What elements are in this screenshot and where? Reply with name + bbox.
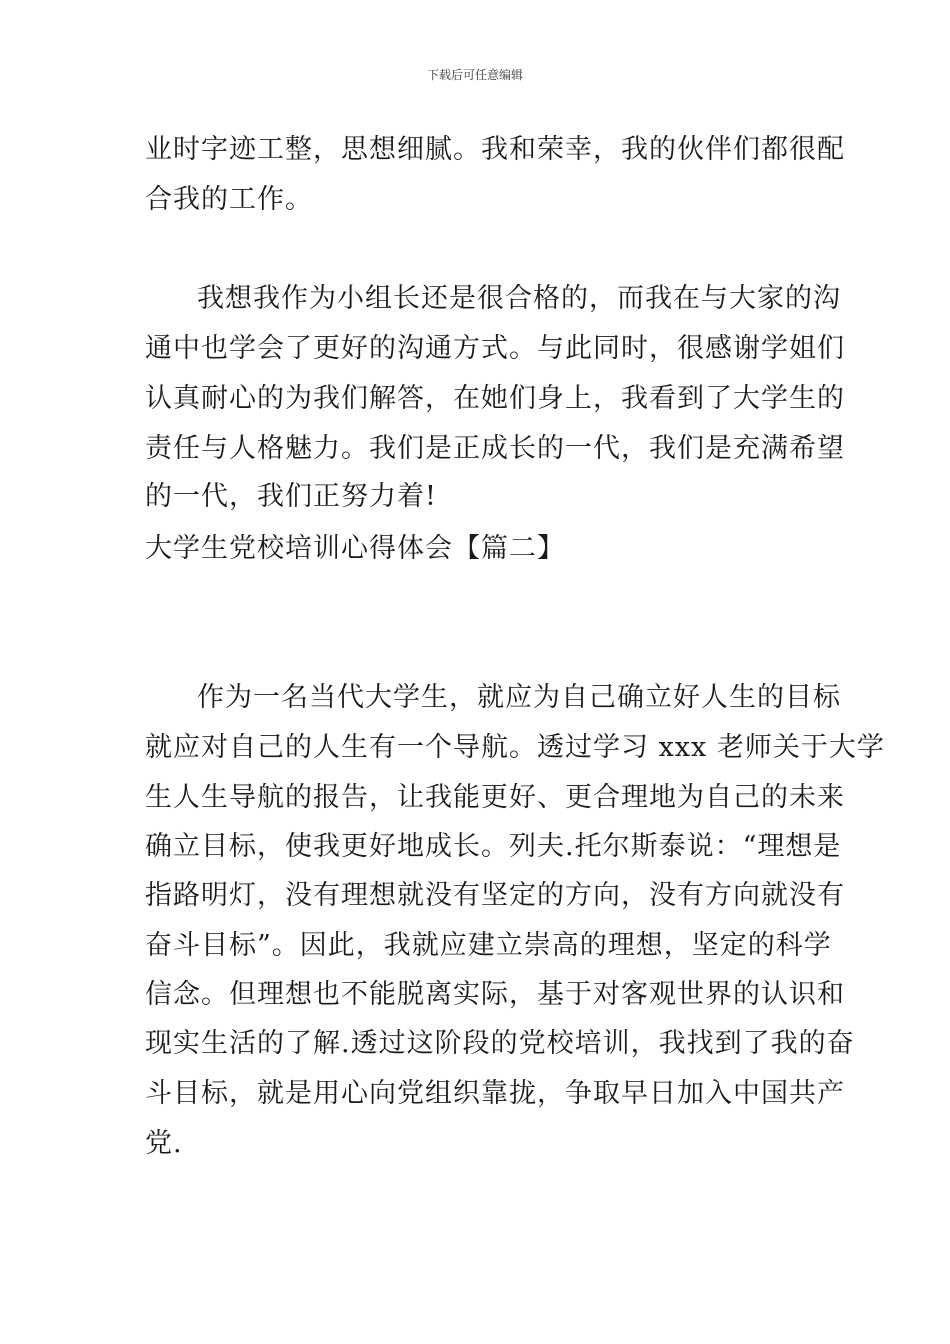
- text-line: 指路明灯，没有理想就没有坚定的方向，没有方向就没有: [145, 880, 845, 911]
- text-line: 斗目标，就是用心向党组织靠拢，争取早日加入中国共产: [145, 1078, 845, 1109]
- text-line: 的一代，我们正努力着!: [145, 481, 437, 512]
- text-line: 生人生导航的报告，让我能更好、更合理地为自己的未来: [145, 782, 845, 813]
- text-line: 业时字迹工整，思想细腻。我和荣幸，我的伙伴们都很配: [145, 134, 845, 165]
- page-header: 下载后可任意编辑: [426, 68, 523, 82]
- text-line: 党.: [145, 1128, 183, 1159]
- text-line: 认真耐心的为我们解答，在她们身上，我看到了大学生的: [145, 383, 845, 414]
- text-line: 我想我作为小组长还是很合格的，而我在与大家的沟: [197, 283, 841, 314]
- text-line: 合我的工作。: [145, 184, 313, 215]
- section-title: 大学生党校培训心得体会【篇二】: [145, 533, 565, 564]
- text-line: 现实生活的了解.透过这阶段的党校培训，我找到了我的奋: [145, 1028, 855, 1059]
- text-line: 就应对自己的人生有一个导航。透过学习 xxx 老师关于大学: [145, 732, 885, 763]
- text-line: 确立目标，使我更好地成长。列夫.托尔斯泰说：“理想是: [145, 831, 842, 862]
- text-line: 通中也学会了更好的沟通方式。与此同时，很感谢学姐们: [145, 333, 845, 364]
- text-line: 奋斗目标”。因此，我就应建立崇高的理想，坚定的科学: [145, 930, 832, 961]
- text-line: 责任与人格魅力。我们是正成长的一代，我们是充满希望: [145, 433, 845, 464]
- text-line: 作为一名当代大学生，就应为自己确立好人生的目标: [197, 682, 841, 713]
- text-line: 信念。但理想也不能脱离实际，基于对客观世界的认识和: [145, 979, 845, 1010]
